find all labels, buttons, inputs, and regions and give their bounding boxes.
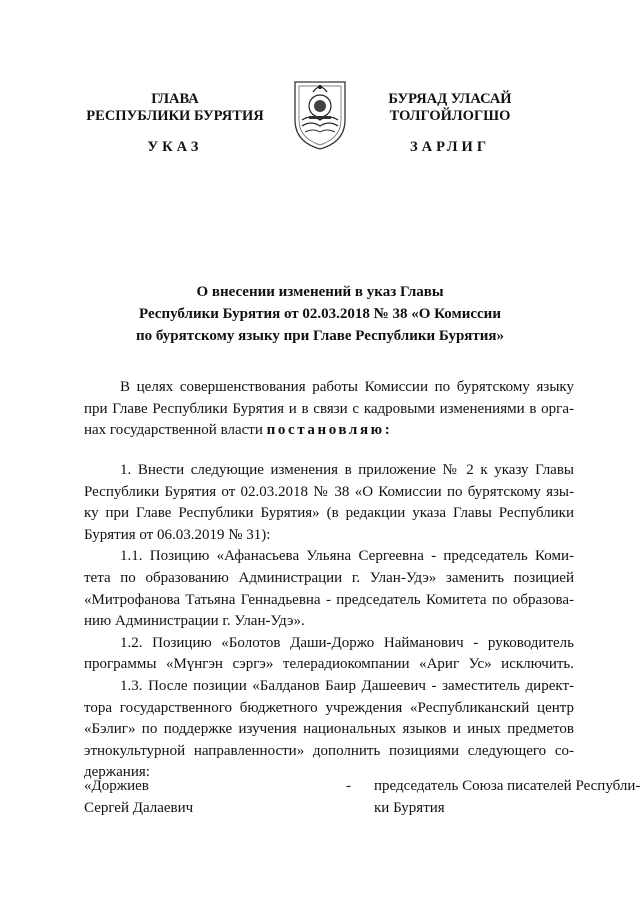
- title-line: О внесении изменений в указ Главы: [196, 284, 444, 300]
- name-line: Сергей Далаевич: [84, 799, 194, 816]
- text-line: Республики Бурятия от 02.03.2018 № 38 «О Комиссии по бурятскому язы-: [84, 483, 574, 500]
- position-dash: -: [346, 778, 351, 794]
- text-line: 1.3. После позиции «Балданов Баир Дашеевич - заместитель директ-: [120, 677, 574, 694]
- preamble-paragraph: [84, 377, 574, 442]
- text-line: 1.1. Позицию «Афанасьева Ульяна Сергеевна - председатель Коми-: [120, 548, 574, 565]
- text-line: держания:: [84, 764, 150, 781]
- text-span: нах государственной власти: [84, 422, 263, 439]
- header-left-line2: РЕСПУБЛИКИ БУРЯТИЯ: [86, 108, 264, 124]
- text-line: 1. Внести следующие изменения в приложение № 2 к указу Главы: [120, 462, 574, 478]
- decree-keyword: постановляю:: [266, 422, 393, 439]
- document-title: [60, 281, 580, 347]
- text-line: 1.2. Позицию «Болотов Даши-Доржо Найманович - руководитель: [120, 634, 574, 651]
- title-line: по бурятскому языку при Главе Республики Бурятия»: [135, 328, 505, 344]
- header-left-title: [75, 91, 275, 125]
- coat-of-arms-icon: [291, 76, 349, 152]
- text-line: ку при Главе Республики Бурятия» (в редакции указа Главы Республики: [84, 505, 574, 522]
- header-right-line1: БУРЯАД УЛАСАЙ: [388, 91, 512, 107]
- position-person-name: [84, 776, 254, 819]
- desc-line: председатель Союза писателей Республи-: [374, 778, 640, 794]
- title-line: Республики Бурятия от 02.03.2018 № 38 «О Комиссии: [139, 306, 501, 322]
- decree-items: [84, 460, 574, 784]
- header-right-title: [350, 91, 550, 125]
- text-line: при Главе Республики Бурятия и в связи с кадровыми изменениями в орга-: [84, 400, 574, 417]
- name-line: «Доржиев: [84, 778, 149, 794]
- text-line: программы «Мүнгэн сэргэ» телерадиокомпании «Ариг Ус» исключить.: [84, 656, 574, 673]
- header-right-line2: ТОЛГОЙЛОГШО: [389, 108, 511, 124]
- text-line: Бурятия от 06.03.2019 № 31):: [84, 526, 271, 543]
- doc-type-ukaz: УКАЗ: [147, 139, 203, 155]
- text-line: этнокультурной направленности» дополнить позициями следующего со-: [84, 742, 574, 759]
- text-line: нию Администрации г. Улан-Удэ».: [84, 613, 305, 630]
- text-line: «Митрофанова Татьяна Геннадьевна - председатель Комитета по образова-: [84, 591, 574, 608]
- desc-line: ки Бурятия: [374, 799, 445, 816]
- text-line: тора государственного бюджетного учреждения «Республиканский центр: [84, 699, 574, 716]
- position-description: [374, 776, 640, 819]
- header-left-line1: ГЛАВА: [151, 91, 199, 107]
- text-line: В целях совершенствования работы Комиссии по бурятскому языку: [120, 379, 574, 395]
- doc-type-zarlig: ЗАРЛИГ: [409, 139, 491, 155]
- text-line: тета по образованию Администрации г. Улан-Удэ» заменить позицией: [84, 569, 574, 586]
- text-line: «Бэлиг» по поддержке изучения национальных языков и иных предметов: [84, 721, 574, 738]
- text-line: [84, 420, 574, 442]
